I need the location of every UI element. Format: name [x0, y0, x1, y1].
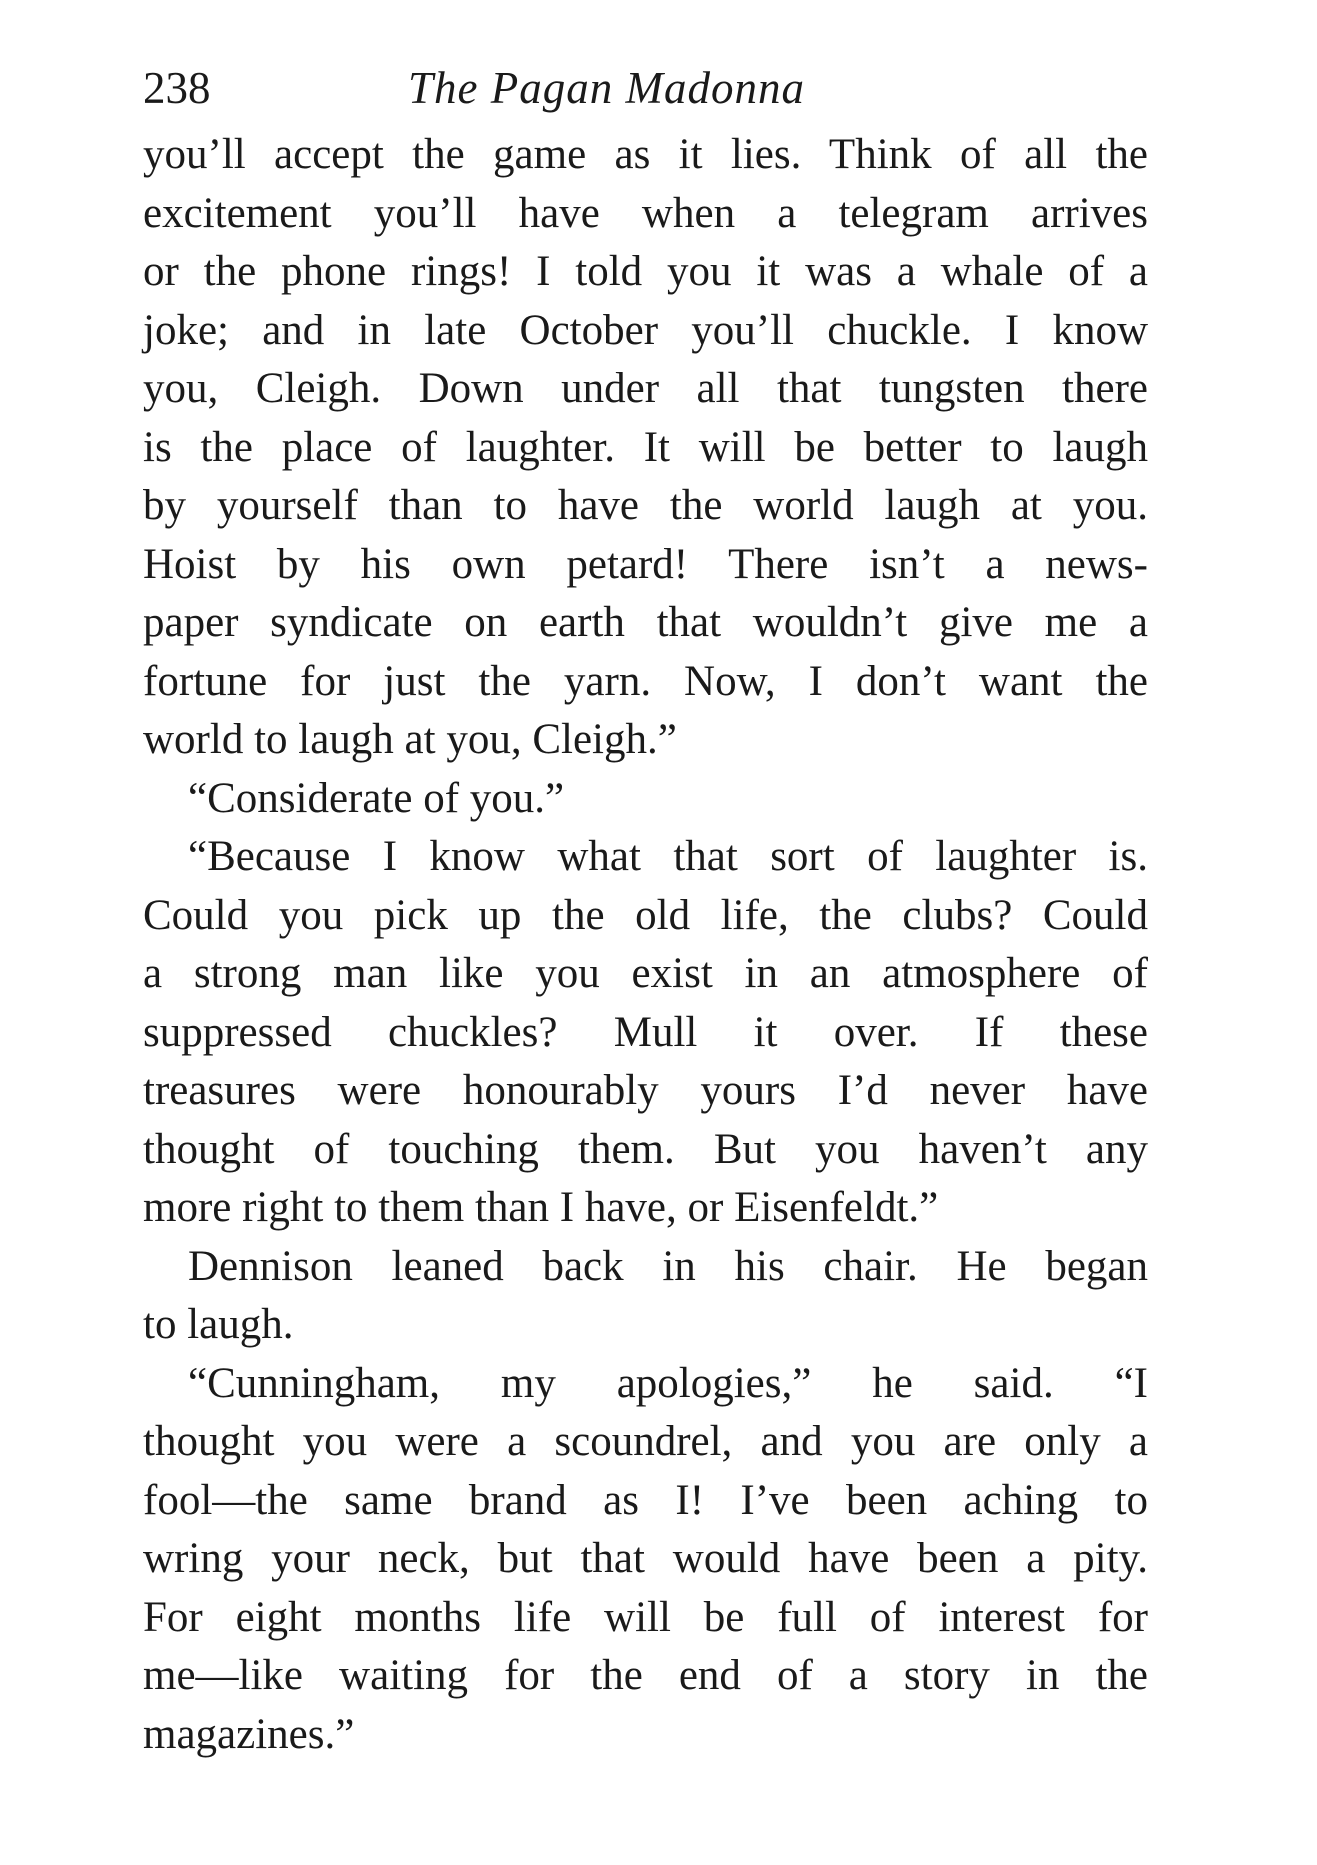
running-head: [143, 58, 1148, 118]
text-line: or the phone rings! I told you it was a whale of a: [143, 248, 1148, 295]
text-line: suppressed chuckles? Mull it over. If these: [143, 1008, 1148, 1056]
text-line: Hoist by his own petard! There isn’t a news-: [143, 540, 1148, 588]
text-line: Dennison leaned back in his chair. He began: [188, 1242, 1148, 1290]
text-line: “Considerate of you.”: [188, 774, 565, 822]
text-line: is the place of laughter. It will be better to laugh: [143, 423, 1148, 471]
text-line: by yourself than to have the world laugh at you.: [143, 482, 1148, 529]
text-line: thought you were a scoundrel, and you are only a: [143, 1418, 1148, 1465]
page-number: 238: [143, 63, 211, 113]
text-line: fool—the same brand as I! I’ve been aching to: [143, 1476, 1148, 1524]
book-page: [143, 58, 1148, 1764]
text-line: more right to them than I have, or Eisenfeldt.”: [143, 1184, 939, 1231]
text-line: “Because I know what that sort of laughter is.: [188, 833, 1148, 880]
text-line: fortune for just the yarn. Now, I don’t want the: [143, 657, 1148, 705]
text-line: me—like waiting for the end of a story in the: [143, 1652, 1148, 1699]
text-line: to laugh.: [143, 1301, 294, 1348]
text-line: paper syndicate on earth that wouldn’t give me a: [143, 599, 1148, 646]
text-line: wring your neck, but that would have been a pity.: [143, 1535, 1148, 1582]
book-title: The Pagan Madonna: [408, 63, 805, 113]
text-line: treasures were honourably yours I’d never have: [143, 1067, 1148, 1114]
text-line: joke; and in late October you’ll chuckle. I know: [143, 306, 1148, 354]
text-line: magazines.”: [143, 1710, 355, 1758]
text-line: “Cunningham, my apologies,” he said. “I: [188, 1359, 1148, 1407]
body-text: [143, 126, 1148, 1764]
text-line: you, Cleigh. Down under all that tungsten there: [143, 365, 1148, 412]
text-line: excitement you’ll have when a telegram arrives: [143, 189, 1148, 237]
text-line: For eight months life will be full of interest for: [143, 1593, 1148, 1641]
text-line: Could you pick up the old life, the clubs? Could: [143, 891, 1148, 939]
text-line: thought of touching them. But you haven’t any: [143, 1125, 1148, 1173]
text-line: a strong man like you exist in an atmosphere of: [143, 950, 1148, 997]
text-line: world to laugh at you, Cleigh.”: [143, 716, 677, 763]
text-line: you’ll accept the game as it lies. Think of all the: [143, 131, 1148, 178]
